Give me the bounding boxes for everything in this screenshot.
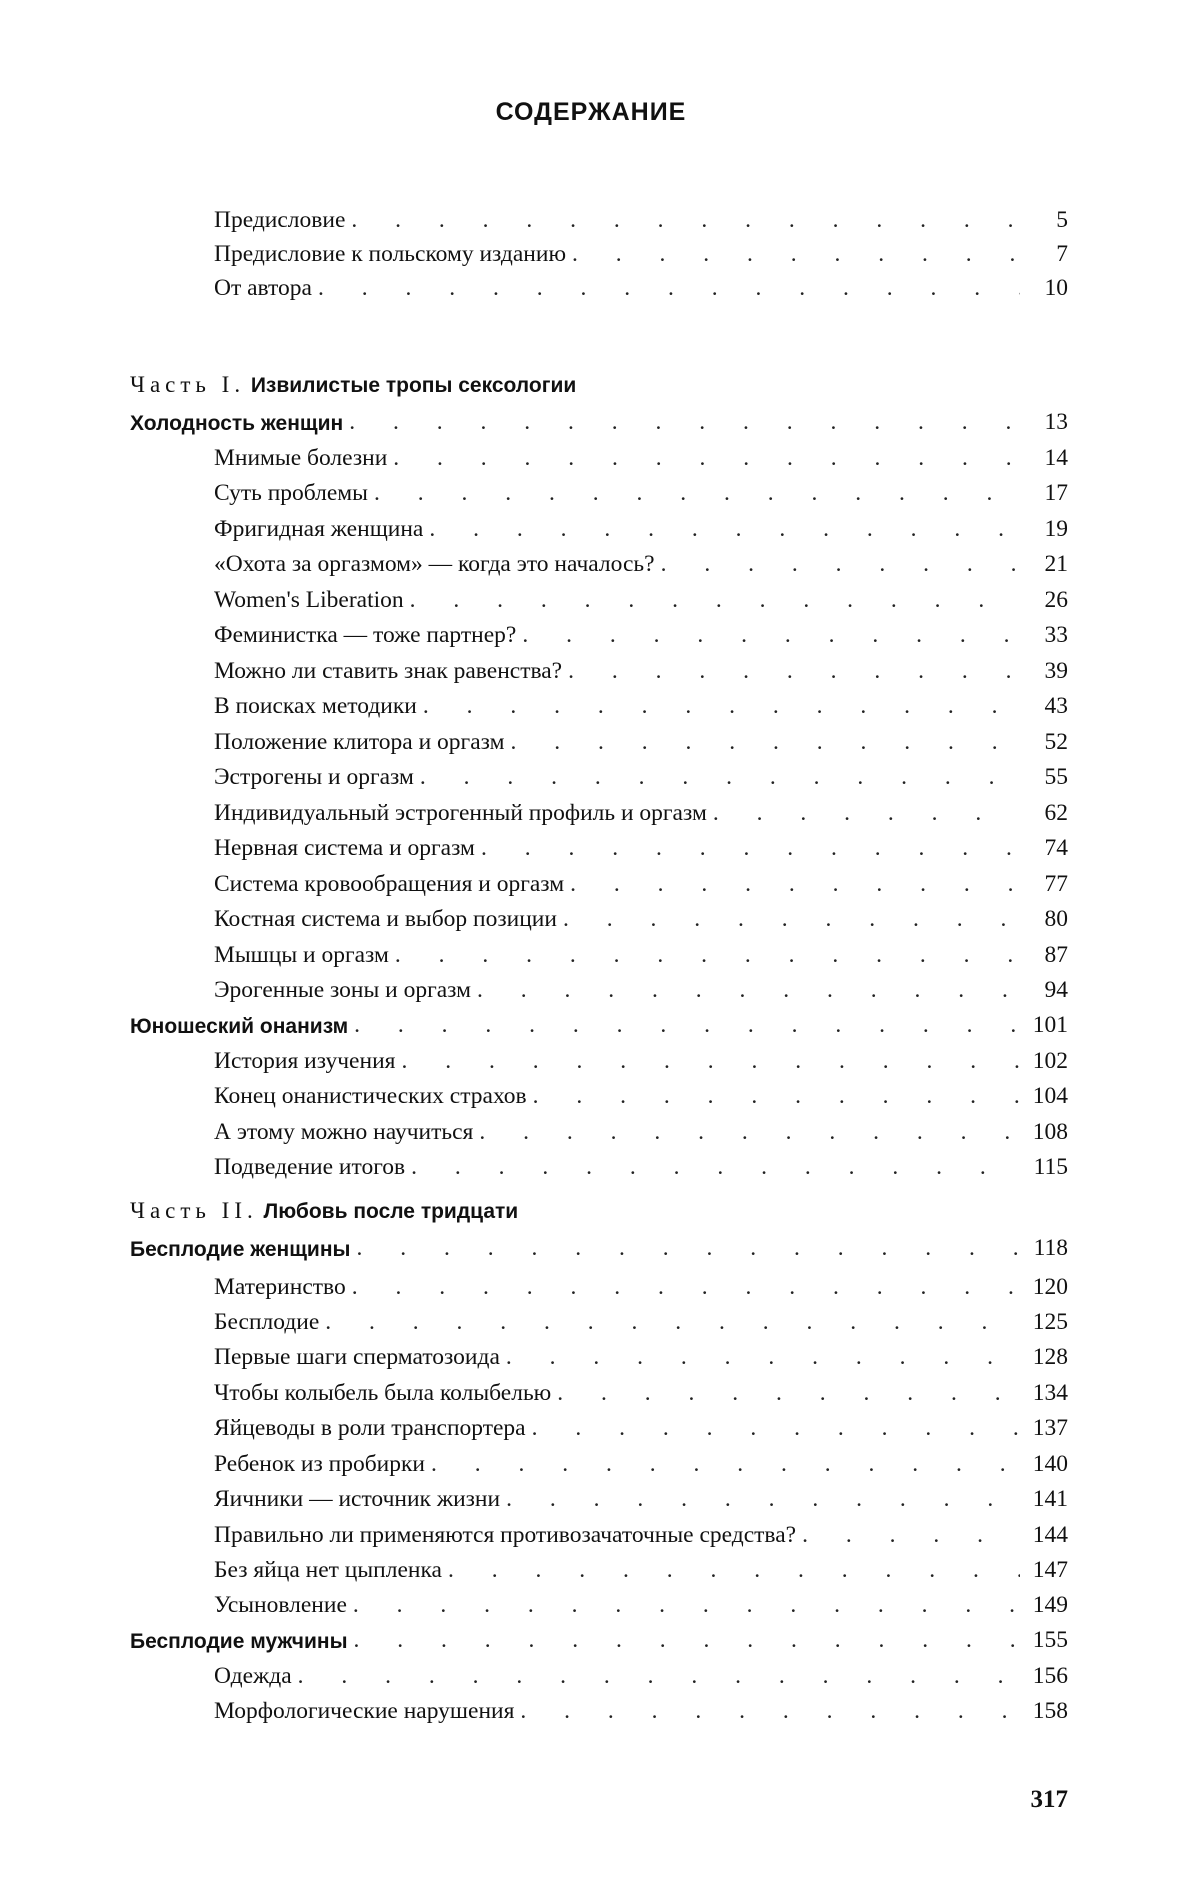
entry-label: Women's Liberation [130, 589, 404, 613]
entry-label: Морфологические нарушения [130, 1700, 514, 1724]
chapter-label: Бесплодие женщины [130, 1239, 350, 1260]
toc-entry[interactable] [130, 824, 1068, 860]
entry-page: 52 [1026, 731, 1068, 755]
entry-page: 62 [1026, 802, 1068, 826]
leader-dots [572, 243, 1020, 267]
toc-entry[interactable] [130, 434, 1068, 470]
chapter-label: Холодность женщин [130, 413, 343, 434]
entry-label: Правильно ли применяются противозачаточные средства? [130, 1524, 796, 1548]
leader-dots [557, 1382, 1020, 1406]
entry-page: 102 [1026, 1050, 1068, 1074]
leader-dots [410, 589, 1020, 613]
leader-dots [353, 1594, 1020, 1618]
toc-entry[interactable] [130, 1263, 1068, 1299]
page-number: 317 [1000, 1786, 1068, 1814]
entry-page: 156 [1026, 1665, 1068, 1689]
leader-dots [661, 553, 1020, 577]
leader-dots [354, 1629, 1020, 1653]
toc-entry[interactable] [130, 1404, 1068, 1440]
toc-chapter-entry[interactable] [130, 1616, 1068, 1652]
entry-page: 80 [1026, 908, 1068, 932]
entry-page: 137 [1026, 1417, 1068, 1441]
entry-page: 120 [1026, 1276, 1068, 1300]
leader-dots [481, 837, 1020, 861]
toc-entry[interactable] [130, 1333, 1068, 1369]
entry-page: 94 [1026, 979, 1068, 1003]
entry-label: Подведение итогов [130, 1156, 405, 1180]
leader-dots [395, 944, 1020, 968]
entry-page: 10 [1026, 277, 1068, 301]
leader-dots [349, 411, 1020, 435]
entry-page: 87 [1026, 944, 1068, 968]
part-label: Часть II. [130, 1198, 258, 1223]
toc-entry[interactable] [130, 1072, 1068, 1108]
toc-entry[interactable] [130, 1298, 1068, 1334]
toc-entry[interactable] [130, 718, 1068, 754]
toc-entry[interactable] [130, 1546, 1068, 1582]
entry-page: 115 [1026, 1156, 1068, 1180]
leader-dots [429, 518, 1020, 542]
leader-dots [506, 1346, 1020, 1370]
leader-dots [393, 447, 1020, 471]
leader-dots [298, 1665, 1020, 1689]
leader-dots [570, 873, 1020, 897]
part-title: Извилистые тропы сексологии [251, 374, 576, 397]
entry-page: 43 [1026, 695, 1068, 719]
entry-page: 21 [1026, 553, 1068, 577]
entry-label: Мнимые болезни [130, 447, 387, 471]
toc-entry[interactable] [130, 895, 1068, 931]
leader-dots [356, 1237, 1020, 1261]
entry-page: 19 [1026, 518, 1068, 542]
toc-entry[interactable] [130, 264, 1068, 300]
entry-page: 14 [1026, 447, 1068, 471]
entry-label: Можно ли ставить знак равенства? [130, 660, 562, 684]
leader-dots [318, 277, 1020, 301]
entry-label: Чтобы колыбель была колыбелью [130, 1382, 551, 1406]
entry-label: Костная система и выбор позиции [130, 908, 557, 932]
entry-page: 149 [1026, 1594, 1068, 1618]
toc-entry[interactable] [130, 230, 1068, 266]
leader-dots [374, 482, 1020, 506]
toc-entry[interactable] [130, 469, 1068, 505]
entry-page: 104 [1026, 1085, 1068, 1109]
chapter-label: Бесплодие мужчины [130, 1631, 348, 1652]
leader-dots [713, 802, 1020, 826]
toc-entry[interactable] [130, 647, 1068, 683]
toc-entry[interactable] [130, 682, 1068, 718]
leader-dots [510, 731, 1020, 755]
entry-page: 101 [1026, 1014, 1068, 1038]
leader-dots [568, 660, 1020, 684]
leader-dots [401, 1050, 1020, 1074]
leader-dots [477, 979, 1020, 1003]
leader-dots [532, 1417, 1020, 1441]
toc-entry[interactable] [130, 1475, 1068, 1511]
toc-entry[interactable] [130, 1369, 1068, 1405]
toc-entry[interactable] [130, 1440, 1068, 1476]
toc-entry[interactable] [130, 860, 1068, 896]
entry-page: 26 [1026, 589, 1068, 613]
leader-dots [423, 695, 1020, 719]
entry-page: 147 [1026, 1559, 1068, 1583]
leader-dots [802, 1524, 1020, 1548]
entry-page: 140 [1026, 1453, 1068, 1477]
leader-dots [533, 1085, 1020, 1109]
toc-entry[interactable] [130, 1511, 1068, 1547]
page-title: СОДЕРЖАНИЕ [0, 98, 1182, 127]
toc-entry[interactable] [130, 931, 1068, 967]
entry-page: 155 [1026, 1629, 1068, 1653]
entry-label: Суть проблемы [130, 482, 368, 506]
entry-label: Положение клитора и оргазм [130, 731, 504, 755]
toc-entry[interactable] [130, 196, 1068, 232]
entry-page: 17 [1026, 482, 1068, 506]
entry-page: 74 [1026, 837, 1068, 861]
toc-entry[interactable] [130, 1581, 1068, 1617]
toc-chapter-entry[interactable] [130, 1001, 1068, 1037]
entry-label: Система кровообращения и оргазм [130, 873, 564, 897]
toc-entry[interactable] [130, 1108, 1068, 1144]
entry-label: Предисловие к польскому изданию [130, 243, 566, 267]
toc-entry[interactable] [130, 789, 1068, 825]
leader-dots [411, 1156, 1020, 1180]
leader-dots [448, 1559, 1020, 1583]
entry-label: Эстрогены и оргазм [130, 766, 414, 790]
leader-dots [431, 1453, 1020, 1477]
toc-entry[interactable] [130, 611, 1068, 647]
leader-dots [479, 1121, 1020, 1145]
leader-dots [520, 1700, 1020, 1724]
entry-page: 39 [1026, 660, 1068, 684]
toc-entry[interactable] [130, 1652, 1068, 1688]
toc-entry[interactable] [130, 753, 1068, 789]
entry-page: 118 [1026, 1237, 1068, 1261]
leader-dots [563, 908, 1020, 932]
chapter-label: Юношеский онанизм [130, 1016, 348, 1037]
leader-dots [351, 209, 1020, 233]
part-label: Часть I. [130, 372, 245, 397]
toc-entry[interactable] [130, 576, 1068, 612]
entry-page: 5 [1026, 209, 1068, 233]
entry-label: В поисках методики [130, 695, 417, 719]
entry-page: 33 [1026, 624, 1068, 648]
entry-label: Конец онанистических страхов [130, 1085, 527, 1109]
entry-label: История изучения [130, 1050, 395, 1074]
entry-page: 141 [1026, 1488, 1068, 1512]
entry-label: Одежда [130, 1665, 292, 1689]
entry-label: Бесплодие [130, 1311, 319, 1335]
entry-label: «Охота за оргазмом» — когда это началось? [130, 553, 655, 577]
leader-dots [522, 624, 1020, 648]
entry-label: Фригидная женщина [130, 518, 423, 542]
entry-page: 144 [1026, 1524, 1068, 1548]
entry-page: 158 [1026, 1700, 1068, 1724]
toc-entry[interactable] [130, 1687, 1068, 1723]
entry-label: Феминистка — тоже партнер? [130, 624, 516, 648]
entry-page: 125 [1026, 1311, 1068, 1335]
toc-entry[interactable] [130, 1037, 1068, 1073]
leader-dots [325, 1311, 1020, 1335]
entry-page: 13 [1026, 411, 1068, 435]
toc-chapter-entry[interactable] [130, 398, 1068, 434]
entry-label: Материнство [130, 1276, 346, 1300]
entry-label: Яйцеводы в роли транспортера [130, 1417, 526, 1441]
leader-dots [506, 1488, 1020, 1512]
entry-page: 108 [1026, 1121, 1068, 1145]
toc-chapter-entry[interactable] [130, 1224, 1068, 1260]
leader-dots [420, 766, 1020, 790]
entry-label: Индивидуальный эстрогенный профиль и оргазм [130, 802, 707, 826]
entry-page: 55 [1026, 766, 1068, 790]
leader-dots [354, 1014, 1020, 1038]
toc-entry[interactable] [130, 966, 1068, 1002]
entry-page: 7 [1026, 243, 1068, 267]
entry-label: Яичники — источник жизни [130, 1488, 500, 1512]
toc-entry[interactable] [130, 505, 1068, 541]
entry-page: 134 [1026, 1382, 1068, 1406]
toc-entry[interactable] [130, 540, 1068, 576]
entry-label: А этому можно научиться [130, 1121, 473, 1145]
entry-label: Нервная система и оргазм [130, 837, 475, 861]
toc-entry[interactable] [130, 1143, 1068, 1179]
part-title: Любовь после тридцати [263, 1200, 518, 1223]
entry-label: Первые шаги сперматозоида [130, 1346, 500, 1370]
entry-label: Мышцы и оргазм [130, 944, 389, 968]
entry-label: Ребенок из пробирки [130, 1453, 425, 1477]
entry-label: Эрогенные зоны и оргазм [130, 979, 471, 1003]
entry-page: 128 [1026, 1346, 1068, 1370]
entry-label: От автора [130, 277, 312, 301]
leader-dots [352, 1276, 1020, 1300]
entry-label: Предисловие [130, 209, 345, 233]
entry-label: Без яйца нет цыпленка [130, 1559, 442, 1583]
entry-page: 77 [1026, 873, 1068, 897]
entry-label: Усыновление [130, 1594, 347, 1618]
